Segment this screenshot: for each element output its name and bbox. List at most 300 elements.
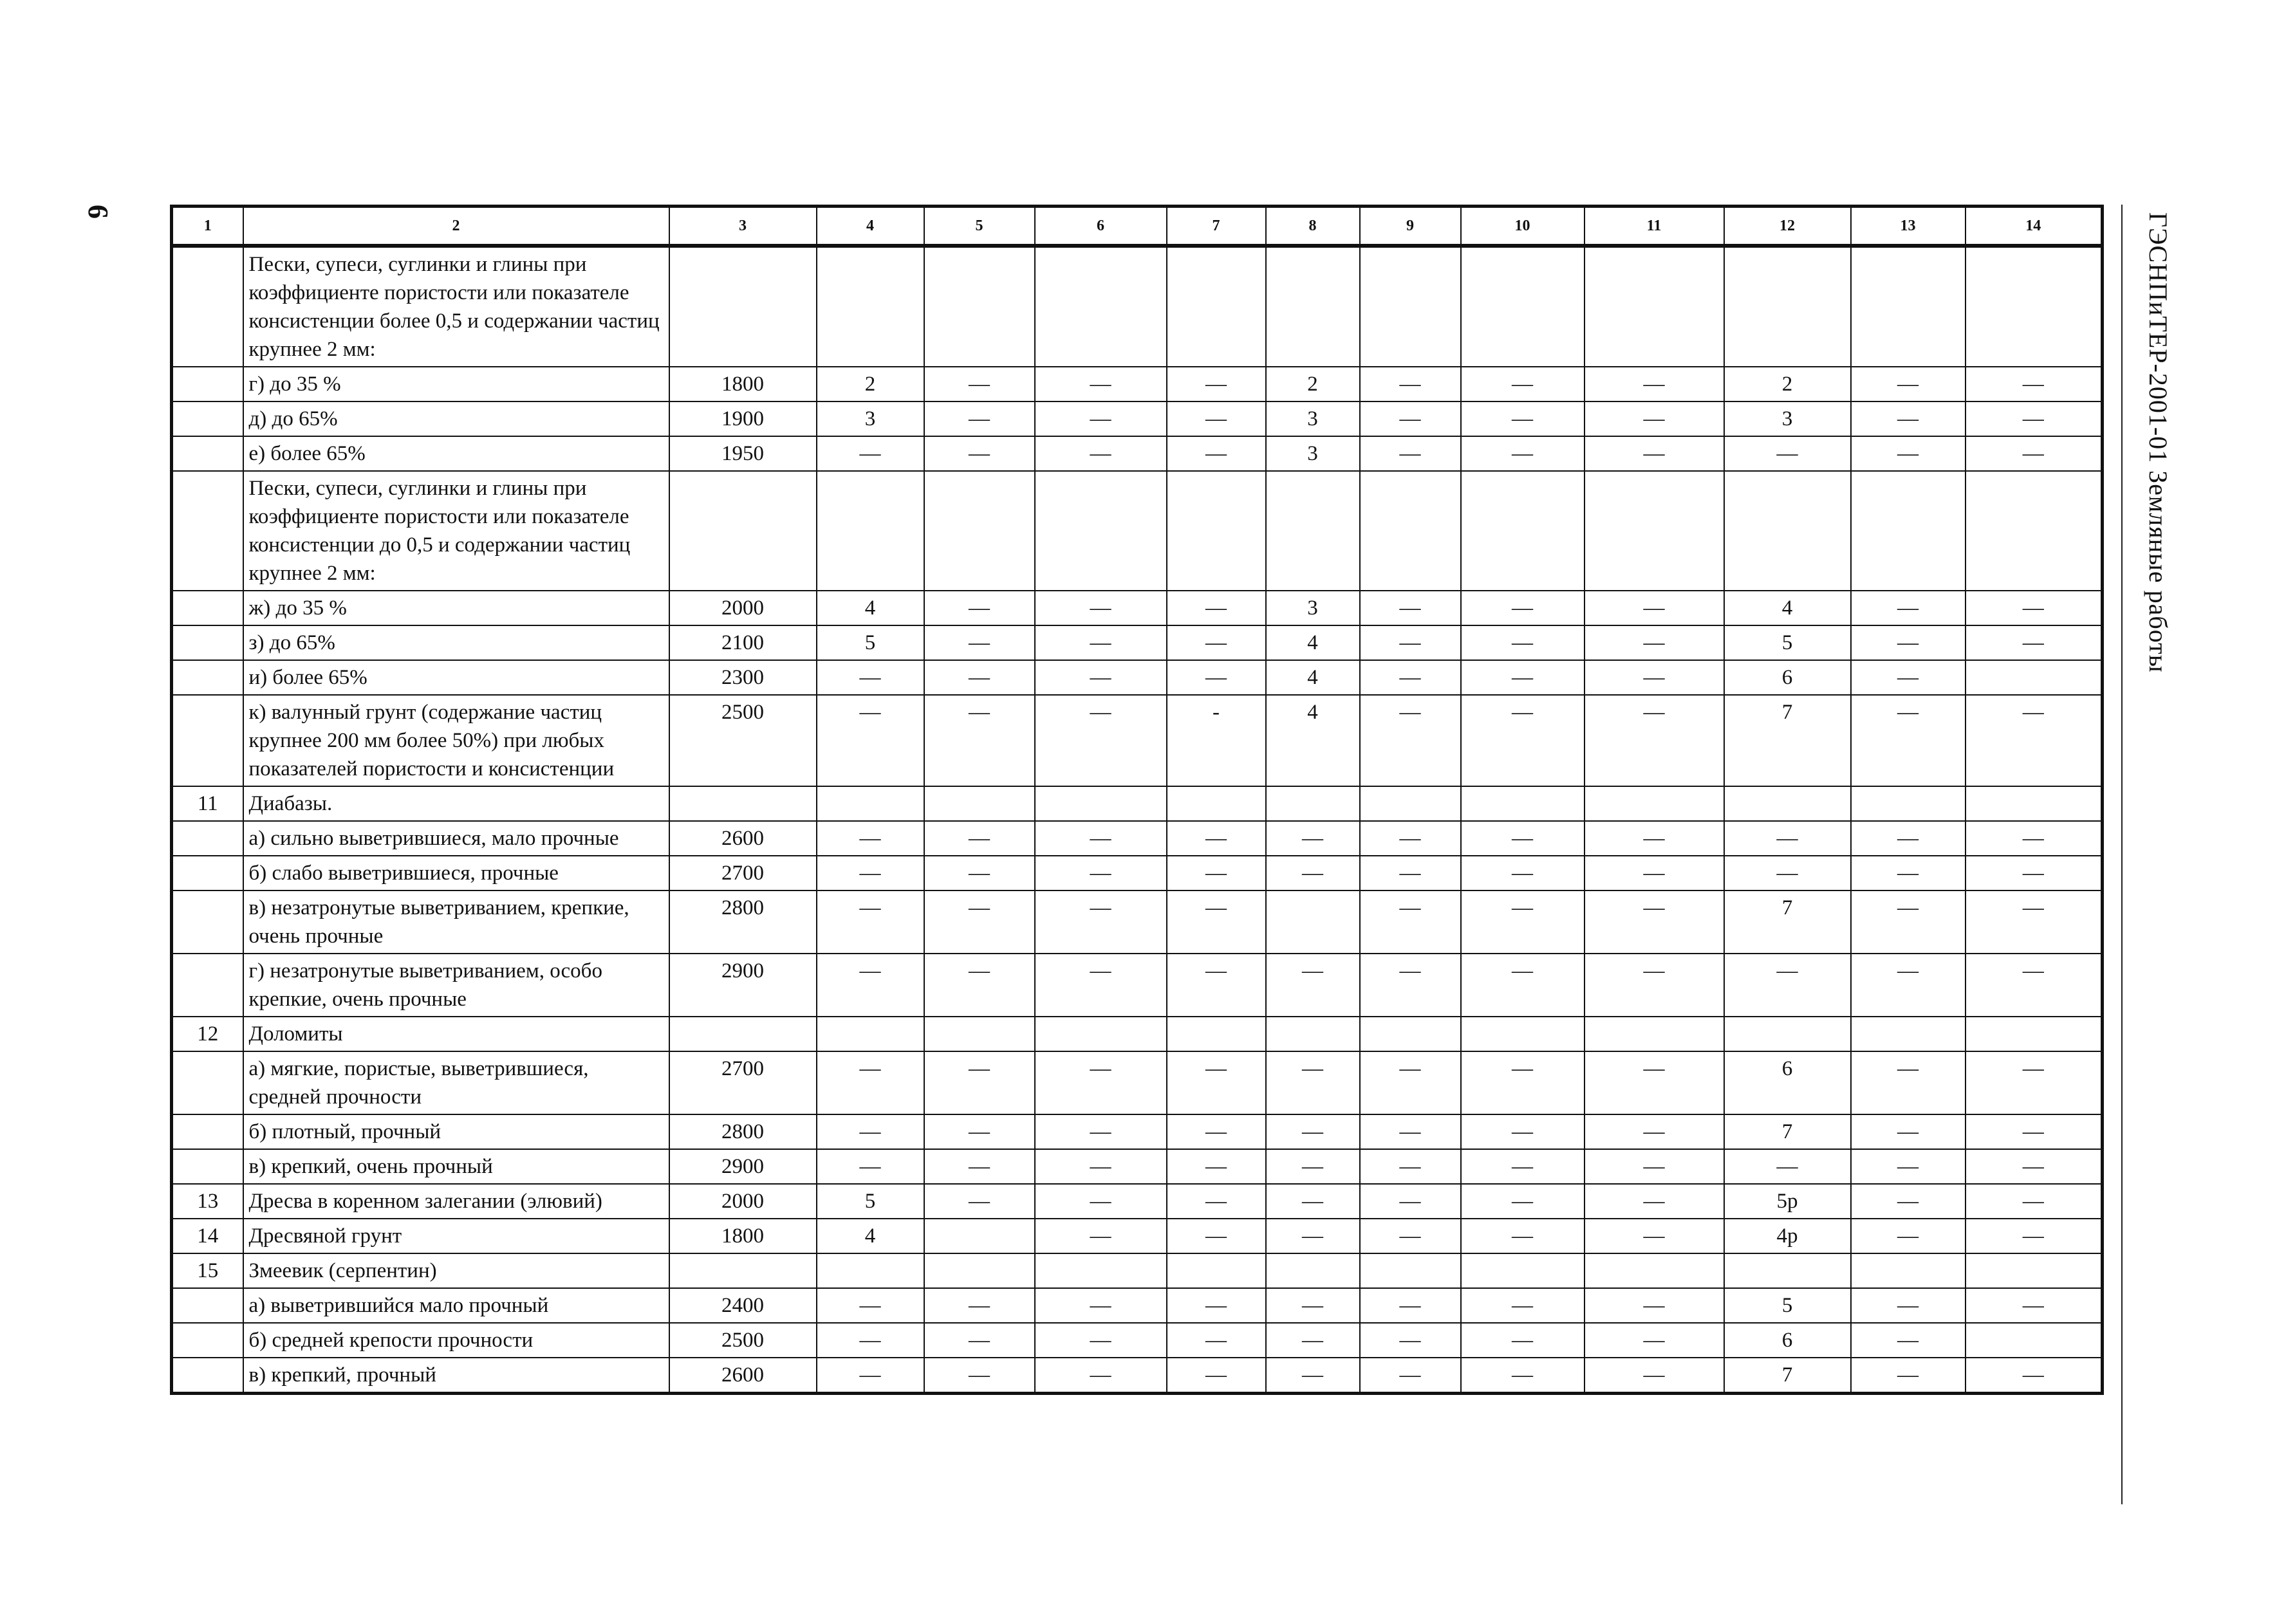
group-cell-col-13: — (1851, 954, 1966, 1017)
row-number (172, 1358, 243, 1394)
group-cell-col-12: 6 (1724, 1051, 1851, 1114)
group-cell-col-7: — (1167, 821, 1266, 856)
column-header: 9 (1360, 207, 1461, 246)
group-cell-col-12 (1724, 246, 1851, 367)
group-cell-col-10: — (1461, 1323, 1585, 1358)
group-cell-col-13 (1851, 471, 1966, 591)
table-row (172, 786, 2103, 821)
group-cell-col-9: — (1360, 1358, 1461, 1394)
group-cell-col-9: — (1360, 1051, 1461, 1114)
row-number (172, 1323, 243, 1358)
group-cell-col-7: — (1167, 1051, 1266, 1114)
group-cell-col-8: 4 (1266, 695, 1360, 786)
group-cell-col-13: — (1851, 890, 1966, 954)
density-cell (669, 1253, 817, 1288)
group-cell-col-13: — (1851, 821, 1966, 856)
group-cell-col-5: — (924, 401, 1035, 436)
group-cell-col-11: — (1585, 695, 1724, 786)
table-row (172, 954, 2103, 1017)
group-cell-col-6: — (1035, 591, 1167, 625)
row-description: г) незатронутые выветриванием, особо крепкие, очень прочные (243, 954, 669, 1017)
group-cell-col-13: — (1851, 436, 1966, 471)
group-cell-col-11: — (1585, 1288, 1724, 1323)
group-cell-col-5 (924, 1017, 1035, 1051)
group-cell-col-10: — (1461, 856, 1585, 890)
group-cell-col-11: — (1585, 1051, 1724, 1114)
group-cell-col-6: — (1035, 695, 1167, 786)
group-cell-col-4 (817, 1253, 924, 1288)
row-number: 15 (172, 1253, 243, 1288)
group-cell-col-9: — (1360, 1323, 1461, 1358)
group-cell-col-4: — (817, 1051, 924, 1114)
group-cell-col-12: 2 (1724, 367, 1851, 401)
row-number (172, 367, 243, 401)
row-description: Змеевик (серпентин) (243, 1253, 669, 1288)
group-cell-col-5: — (924, 367, 1035, 401)
group-cell-col-13: — (1851, 1219, 1966, 1253)
group-cell-col-7: — (1167, 954, 1266, 1017)
group-cell-col-12: 6 (1724, 660, 1851, 695)
resource-table (170, 205, 2104, 1395)
group-cell-col-13: — (1851, 401, 1966, 436)
table-row (172, 1184, 2103, 1219)
group-cell-col-9: — (1360, 367, 1461, 401)
group-cell-col-5 (924, 1219, 1035, 1253)
row-number (172, 1051, 243, 1114)
group-cell-col-11 (1585, 1253, 1724, 1288)
density-cell: 2000 (669, 1184, 817, 1219)
group-cell-col-4 (817, 786, 924, 821)
column-header: 3 (669, 207, 817, 246)
group-cell-col-7 (1167, 471, 1266, 591)
group-cell-col-11: — (1585, 821, 1724, 856)
group-cell-col-11: — (1585, 1323, 1724, 1358)
group-cell-col-10: — (1461, 1051, 1585, 1114)
table-row (172, 660, 2103, 695)
group-cell-col-11 (1585, 246, 1724, 367)
group-cell-col-4 (817, 471, 924, 591)
group-cell-col-8: — (1266, 1323, 1360, 1358)
group-cell-col-5: — (924, 1288, 1035, 1323)
group-cell-col-5: — (924, 1184, 1035, 1219)
density-cell (669, 1017, 817, 1051)
group-cell-col-8: 2 (1266, 367, 1360, 401)
group-cell-col-6: — (1035, 856, 1167, 890)
group-cell-col-14 (1966, 246, 2103, 367)
group-cell-col-9: — (1360, 436, 1461, 471)
group-cell-col-13: — (1851, 1114, 1966, 1149)
group-cell-col-6: — (1035, 1184, 1167, 1219)
group-cell-col-11: — (1585, 436, 1724, 471)
row-number (172, 1114, 243, 1149)
row-number: 11 (172, 786, 243, 821)
table-row (172, 367, 2103, 401)
group-cell-col-4: — (817, 1288, 924, 1323)
group-cell-col-12: — (1724, 436, 1851, 471)
group-cell-col-12: 7 (1724, 695, 1851, 786)
group-cell-col-10: — (1461, 660, 1585, 695)
group-cell-col-5: — (924, 1149, 1035, 1184)
table-row (172, 401, 2103, 436)
group-cell-col-12 (1724, 786, 1851, 821)
group-cell-col-10: — (1461, 1114, 1585, 1149)
group-cell-col-12: 5 (1724, 625, 1851, 660)
column-header: 4 (817, 207, 924, 246)
column-header: 8 (1266, 207, 1360, 246)
density-cell: 1950 (669, 436, 817, 471)
group-cell-col-8: — (1266, 1288, 1360, 1323)
group-cell-col-14: — (1966, 1288, 2103, 1323)
group-cell-col-12: 7 (1724, 890, 1851, 954)
table-row (172, 856, 2103, 890)
table-row (172, 1219, 2103, 1253)
group-cell-col-13: — (1851, 1184, 1966, 1219)
group-cell-col-13: — (1851, 1323, 1966, 1358)
table-body (172, 246, 2103, 1394)
table-row (172, 1149, 2103, 1184)
group-cell-col-10: — (1461, 625, 1585, 660)
group-cell-col-11: — (1585, 856, 1724, 890)
group-cell-col-13: — (1851, 1051, 1966, 1114)
group-cell-col-13: — (1851, 856, 1966, 890)
group-cell-col-14 (1966, 1323, 2103, 1358)
group-cell-col-6 (1035, 471, 1167, 591)
row-number (172, 1288, 243, 1323)
table-row (172, 591, 2103, 625)
group-cell-col-4: — (817, 856, 924, 890)
group-cell-col-5 (924, 1253, 1035, 1288)
group-cell-col-10: — (1461, 1358, 1585, 1394)
density-cell: 2700 (669, 856, 817, 890)
row-description: б) плотный, прочный (243, 1114, 669, 1149)
row-number (172, 890, 243, 954)
group-cell-col-8: 4 (1266, 660, 1360, 695)
group-cell-col-7: — (1167, 367, 1266, 401)
group-cell-col-12 (1724, 1253, 1851, 1288)
density-cell: 2900 (669, 954, 817, 1017)
row-number (172, 821, 243, 856)
group-cell-col-14: — (1966, 401, 2103, 436)
group-cell-col-10 (1461, 246, 1585, 367)
column-header: 14 (1966, 207, 2103, 246)
group-cell-col-12: 7 (1724, 1114, 1851, 1149)
group-cell-col-7: — (1167, 1149, 1266, 1184)
group-cell-col-4: — (817, 436, 924, 471)
row-number (172, 591, 243, 625)
group-cell-col-8: 3 (1266, 436, 1360, 471)
density-cell: 2100 (669, 625, 817, 660)
density-cell: 1900 (669, 401, 817, 436)
group-cell-col-4: — (817, 1323, 924, 1358)
group-cell-col-13: — (1851, 695, 1966, 786)
group-cell-col-14: — (1966, 1219, 2103, 1253)
group-cell-col-5: — (924, 436, 1035, 471)
group-cell-col-4: 5 (817, 1184, 924, 1219)
group-cell-col-13: — (1851, 591, 1966, 625)
group-cell-col-4: — (817, 1358, 924, 1394)
group-cell-col-14: — (1966, 367, 2103, 401)
group-cell-col-8: — (1266, 1114, 1360, 1149)
group-cell-col-14 (1966, 660, 2103, 695)
group-cell-col-5: — (924, 1114, 1035, 1149)
group-cell-col-12: 4 (1724, 591, 1851, 625)
group-cell-col-8: — (1266, 1184, 1360, 1219)
group-cell-col-8 (1266, 1017, 1360, 1051)
column-header: 7 (1167, 207, 1266, 246)
group-cell-col-5: — (924, 660, 1035, 695)
density-cell: 2700 (669, 1051, 817, 1114)
density-cell (669, 786, 817, 821)
row-description: а) выветрившийся мало прочный (243, 1288, 669, 1323)
group-cell-col-4: 4 (817, 591, 924, 625)
row-number (172, 625, 243, 660)
group-cell-col-6: — (1035, 367, 1167, 401)
group-cell-col-14: — (1966, 1149, 2103, 1184)
group-cell-col-14: — (1966, 890, 2103, 954)
group-cell-col-9: — (1360, 625, 1461, 660)
group-cell-col-7: — (1167, 401, 1266, 436)
row-description: а) мягкие, пористые, выветрившиеся, средней прочности (243, 1051, 669, 1114)
group-cell-col-10: — (1461, 436, 1585, 471)
group-cell-col-10: — (1461, 591, 1585, 625)
group-cell-col-14: — (1966, 1358, 2103, 1394)
group-cell-col-8: 3 (1266, 401, 1360, 436)
group-cell-col-11: — (1585, 1219, 1724, 1253)
group-cell-col-7 (1167, 786, 1266, 821)
row-description: е) более 65% (243, 436, 669, 471)
running-head-rule (2121, 205, 2123, 1504)
group-cell-col-14: — (1966, 856, 2103, 890)
group-cell-col-11: — (1585, 660, 1724, 695)
group-cell-col-9 (1360, 786, 1461, 821)
group-cell-col-9 (1360, 471, 1461, 591)
group-cell-col-4: 4 (817, 1219, 924, 1253)
group-cell-col-10: — (1461, 1219, 1585, 1253)
group-cell-col-7: — (1167, 856, 1266, 890)
density-cell: 2900 (669, 1149, 817, 1184)
group-cell-col-10: — (1461, 890, 1585, 954)
density-cell: 2400 (669, 1288, 817, 1323)
row-number (172, 246, 243, 367)
group-cell-col-7: — (1167, 1219, 1266, 1253)
row-number: 14 (172, 1219, 243, 1253)
running-head: ГЭСНПиТЕР-2001-01 Земляные работы (2144, 212, 2173, 673)
row-description: в) крепкий, очень прочный (243, 1149, 669, 1184)
group-cell-col-7 (1167, 246, 1266, 367)
table-row (172, 1288, 2103, 1323)
group-cell-col-8: 3 (1266, 591, 1360, 625)
group-cell-col-7: — (1167, 1323, 1266, 1358)
group-cell-col-10: — (1461, 821, 1585, 856)
group-cell-col-13: — (1851, 1149, 1966, 1184)
group-cell-col-5 (924, 786, 1035, 821)
group-cell-col-5: — (924, 591, 1035, 625)
column-header: 10 (1461, 207, 1585, 246)
group-cell-col-7: — (1167, 436, 1266, 471)
group-cell-col-4 (817, 1017, 924, 1051)
group-cell-col-6: — (1035, 821, 1167, 856)
density-cell (669, 471, 817, 591)
column-header: 12 (1724, 207, 1851, 246)
density-cell: 2600 (669, 1358, 817, 1394)
group-cell-col-11: — (1585, 367, 1724, 401)
density-cell: 2300 (669, 660, 817, 695)
group-cell-col-9 (1360, 246, 1461, 367)
group-cell-col-10: — (1461, 1149, 1585, 1184)
column-header: 5 (924, 207, 1035, 246)
table-row (172, 246, 2103, 367)
group-cell-col-11 (1585, 786, 1724, 821)
group-cell-col-5: — (924, 821, 1035, 856)
group-cell-col-7 (1167, 1017, 1266, 1051)
group-cell-col-4: — (817, 660, 924, 695)
group-cell-col-5 (924, 471, 1035, 591)
group-cell-col-8: — (1266, 856, 1360, 890)
group-cell-col-6: — (1035, 1358, 1167, 1394)
group-cell-col-6: — (1035, 401, 1167, 436)
group-cell-col-12 (1724, 471, 1851, 591)
row-description: ж) до 35 % (243, 591, 669, 625)
group-cell-col-13 (1851, 1253, 1966, 1288)
group-cell-col-13: — (1851, 660, 1966, 695)
group-cell-col-14 (1966, 1253, 2103, 1288)
column-header: 2 (243, 207, 669, 246)
group-cell-col-6: — (1035, 1114, 1167, 1149)
group-cell-col-7: — (1167, 890, 1266, 954)
group-cell-col-13 (1851, 246, 1966, 367)
group-cell-col-5: — (924, 1051, 1035, 1114)
row-description: к) валунный грунт (содержание частиц крупнее 200 мм более 50%) при любых показателей пористости и консистенции (243, 695, 669, 786)
group-cell-col-4: 2 (817, 367, 924, 401)
group-cell-col-6 (1035, 246, 1167, 367)
group-cell-col-12: — (1724, 954, 1851, 1017)
page-number: 6 (82, 205, 114, 219)
group-cell-col-6: — (1035, 660, 1167, 695)
density-cell (669, 246, 817, 367)
group-cell-col-8: — (1266, 821, 1360, 856)
group-cell-col-12: — (1724, 1149, 1851, 1184)
row-description: а) сильно выветрившиеся, мало прочные (243, 821, 669, 856)
group-cell-col-9: — (1360, 954, 1461, 1017)
row-number (172, 695, 243, 786)
group-cell-col-6: — (1035, 890, 1167, 954)
density-cell: 2800 (669, 1114, 817, 1149)
group-cell-col-12: 5 (1724, 1288, 1851, 1323)
group-cell-col-5 (924, 246, 1035, 367)
density-cell: 2600 (669, 821, 817, 856)
row-number (172, 401, 243, 436)
row-description: з) до 65% (243, 625, 669, 660)
group-cell-col-11: — (1585, 1114, 1724, 1149)
group-cell-col-14: — (1966, 1114, 2103, 1149)
group-cell-col-7: — (1167, 1358, 1266, 1394)
table-row (172, 1114, 2103, 1149)
group-cell-col-8: 4 (1266, 625, 1360, 660)
row-description: г) до 35 % (243, 367, 669, 401)
group-cell-col-7 (1167, 1253, 1266, 1288)
row-description: Доломиты (243, 1017, 669, 1051)
density-cell: 2800 (669, 890, 817, 954)
group-cell-col-4: — (817, 890, 924, 954)
row-description: Дресва в коренном залегании (элювий) (243, 1184, 669, 1219)
group-cell-col-13: — (1851, 1358, 1966, 1394)
group-cell-col-9: — (1360, 695, 1461, 786)
group-cell-col-9: — (1360, 1288, 1461, 1323)
group-cell-col-13: — (1851, 1288, 1966, 1323)
group-cell-col-9: — (1360, 401, 1461, 436)
group-cell-col-12: 4р (1724, 1219, 1851, 1253)
row-number (172, 660, 243, 695)
group-cell-col-11: — (1585, 625, 1724, 660)
row-number: 12 (172, 1017, 243, 1051)
table-row (172, 1051, 2103, 1114)
row-description: Пески, супеси, суглинки и глины при коэффициенте пористости или показателе консистенции более 0,5 и содержании частиц крупнее 2 мм: (243, 246, 669, 367)
group-cell-col-9: — (1360, 821, 1461, 856)
group-cell-col-11: — (1585, 1184, 1724, 1219)
group-cell-col-10: — (1461, 401, 1585, 436)
group-cell-col-14: — (1966, 625, 2103, 660)
table-row (172, 695, 2103, 786)
group-cell-col-10 (1461, 1253, 1585, 1288)
group-cell-col-5: — (924, 954, 1035, 1017)
group-cell-col-9: — (1360, 1184, 1461, 1219)
row-description: в) крепкий, прочный (243, 1358, 669, 1394)
group-cell-col-14: — (1966, 695, 2103, 786)
group-cell-col-11 (1585, 1017, 1724, 1051)
group-cell-col-8 (1266, 246, 1360, 367)
group-cell-col-11: — (1585, 890, 1724, 954)
table-row (172, 1253, 2103, 1288)
group-cell-col-10: — (1461, 954, 1585, 1017)
table-row (172, 1358, 2103, 1394)
group-cell-col-7: — (1167, 660, 1266, 695)
group-cell-col-7: — (1167, 1184, 1266, 1219)
density-cell: 2500 (669, 1323, 817, 1358)
group-cell-col-7: — (1167, 625, 1266, 660)
row-number (172, 436, 243, 471)
density-cell: 2500 (669, 695, 817, 786)
group-cell-col-9 (1360, 1017, 1461, 1051)
group-cell-col-12: 6 (1724, 1323, 1851, 1358)
table-row (172, 890, 2103, 954)
group-cell-col-11: — (1585, 591, 1724, 625)
group-cell-col-11 (1585, 471, 1724, 591)
group-cell-col-9 (1360, 1253, 1461, 1288)
row-number: 13 (172, 1184, 243, 1219)
group-cell-col-7: - (1167, 695, 1266, 786)
table-row (172, 471, 2103, 591)
group-cell-col-7: — (1167, 591, 1266, 625)
group-cell-col-4: — (817, 954, 924, 1017)
row-description: д) до 65% (243, 401, 669, 436)
group-cell-col-12: 5р (1724, 1184, 1851, 1219)
group-cell-col-14 (1966, 786, 2103, 821)
row-description: б) средней крепости прочности (243, 1323, 669, 1358)
group-cell-col-4: — (817, 695, 924, 786)
row-description: в) незатронутые выветриванием, крепкие, очень прочные (243, 890, 669, 954)
group-cell-col-13 (1851, 1017, 1966, 1051)
group-cell-col-6: — (1035, 1219, 1167, 1253)
column-header: 6 (1035, 207, 1167, 246)
group-cell-col-4: — (817, 1149, 924, 1184)
row-number (172, 1149, 243, 1184)
column-header: 11 (1585, 207, 1724, 246)
group-cell-col-13 (1851, 786, 1966, 821)
group-cell-col-12: — (1724, 856, 1851, 890)
group-cell-col-6: — (1035, 954, 1167, 1017)
density-cell: 1800 (669, 1219, 817, 1253)
group-cell-col-6 (1035, 1253, 1167, 1288)
